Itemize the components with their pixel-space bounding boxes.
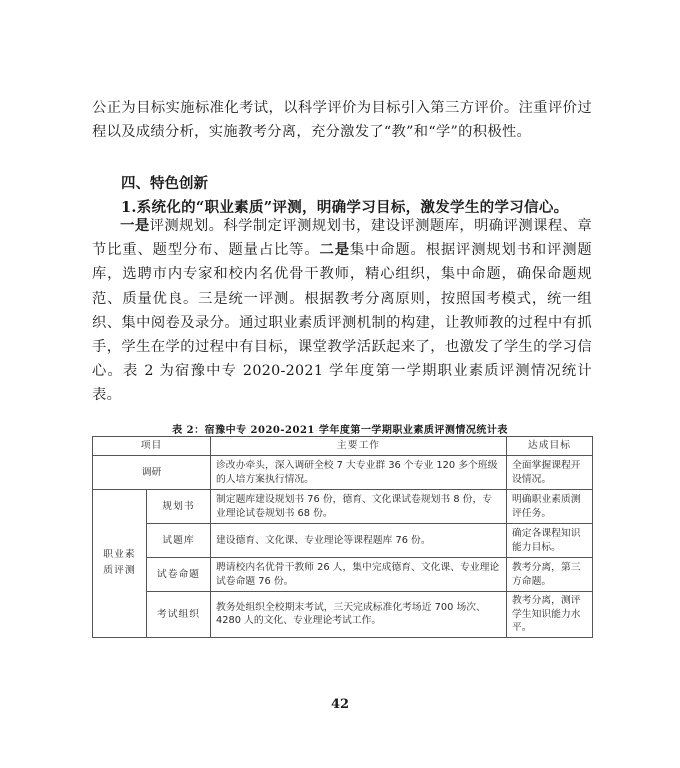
paragraph-text-1: 评测规划。科学制定评测规划书，建设评测题库，明确评测课程、章节比重、题型分布、题量占比等。 (92, 218, 592, 259)
table-row (93, 456, 593, 490)
cell-group-label: 职业素质评测 (93, 490, 147, 638)
header-goal: 达成目标 (507, 437, 593, 456)
table-row (93, 592, 593, 638)
cell-sub-item: 考试组织 (147, 592, 211, 638)
header-work: 主要工作 (211, 437, 507, 456)
cell-sub-item: 试卷命题 (147, 558, 211, 592)
cell-goal: 全面掌握课程开设情况。 (507, 456, 593, 490)
table-header-row (93, 437, 593, 456)
lead-phrase-1: 一是 (120, 218, 150, 234)
page-number: 42 (330, 697, 350, 712)
cell-goal: 明确职业素质测评任务。 (507, 490, 593, 524)
table-row (93, 524, 593, 558)
statistics-table (92, 436, 593, 638)
cell-item: 调研 (93, 456, 211, 490)
paragraph-text-2: 集中命题。根据评测规划书和评测题库，选聘市内专家和校内名优骨干教师，精心组织，集中命题，确保命题规范、质量优良。三是统一评测。根据教考分离原则，按照国考模式，统一组织、集中阅卷及录分。通过职业素质评测机制的构建，让教师教的过程中有抓手，学生在学的过程中有目标，课堂教学活跃起来了，也激发了学生的学习信心。表 2 为宿豫中专 2020-2021 学年度第一学期职业素质评测情况统计表。 (92, 242, 592, 404)
table-row (93, 490, 593, 524)
paragraph-evaluation: 公正为目标实施标准化考试，以科学评价为目标引入第三方评价。注重评价过程以及成绩分析，实施教考分离，充分激发了“教”和“学”的积极性。 (92, 100, 592, 141)
cell-sub-item: 规划书 (147, 490, 211, 524)
lead-phrase-2: 二是 (319, 242, 350, 259)
cell-work: 诊改办牵头，深入调研全校 7 大专业群 36 个专业 120 多个班级的人培方案执行情况。 (211, 456, 507, 490)
section-heading: 四、特色创新 (121, 175, 208, 192)
cell-work: 制定题库建设规划书 76 份，德育、文化课试卷规划书 8 份，专业理论试卷规划书 68 份。 (211, 490, 507, 524)
cell-sub-item: 试题库 (147, 524, 211, 558)
header-item: 项目 (93, 437, 211, 456)
cell-goal: 确定各课程知识能力目标。 (507, 524, 593, 558)
cell-goal: 教考分离，第三方命题。 (507, 558, 593, 592)
subsection-heading: 1.系统化的“职业素质”评测，明确学习目标，激发学生的学习信心。 (121, 199, 569, 216)
cell-work: 建设德育、文化课、专业理论等课程题库 76 份。 (211, 524, 507, 558)
paragraph-innovation (92, 214, 592, 408)
cell-goal: 教考分离，测评学生知识能力水平。 (507, 592, 593, 638)
cell-work: 教务处组织全校期末考试，三天完成标准化考场近 700 场次、4280 人的文化、专业理论考试工作。 (211, 592, 507, 638)
table-caption: 表 2：宿豫中专 2020-2021 学年度第一学期职业素质评测情况统计表 (172, 425, 508, 436)
cell-work: 聘请校内名优骨干教师 26 人，集中完成德育、文化课、专业理论试卷命题 76 份。 (211, 558, 507, 592)
table-row (93, 558, 593, 592)
